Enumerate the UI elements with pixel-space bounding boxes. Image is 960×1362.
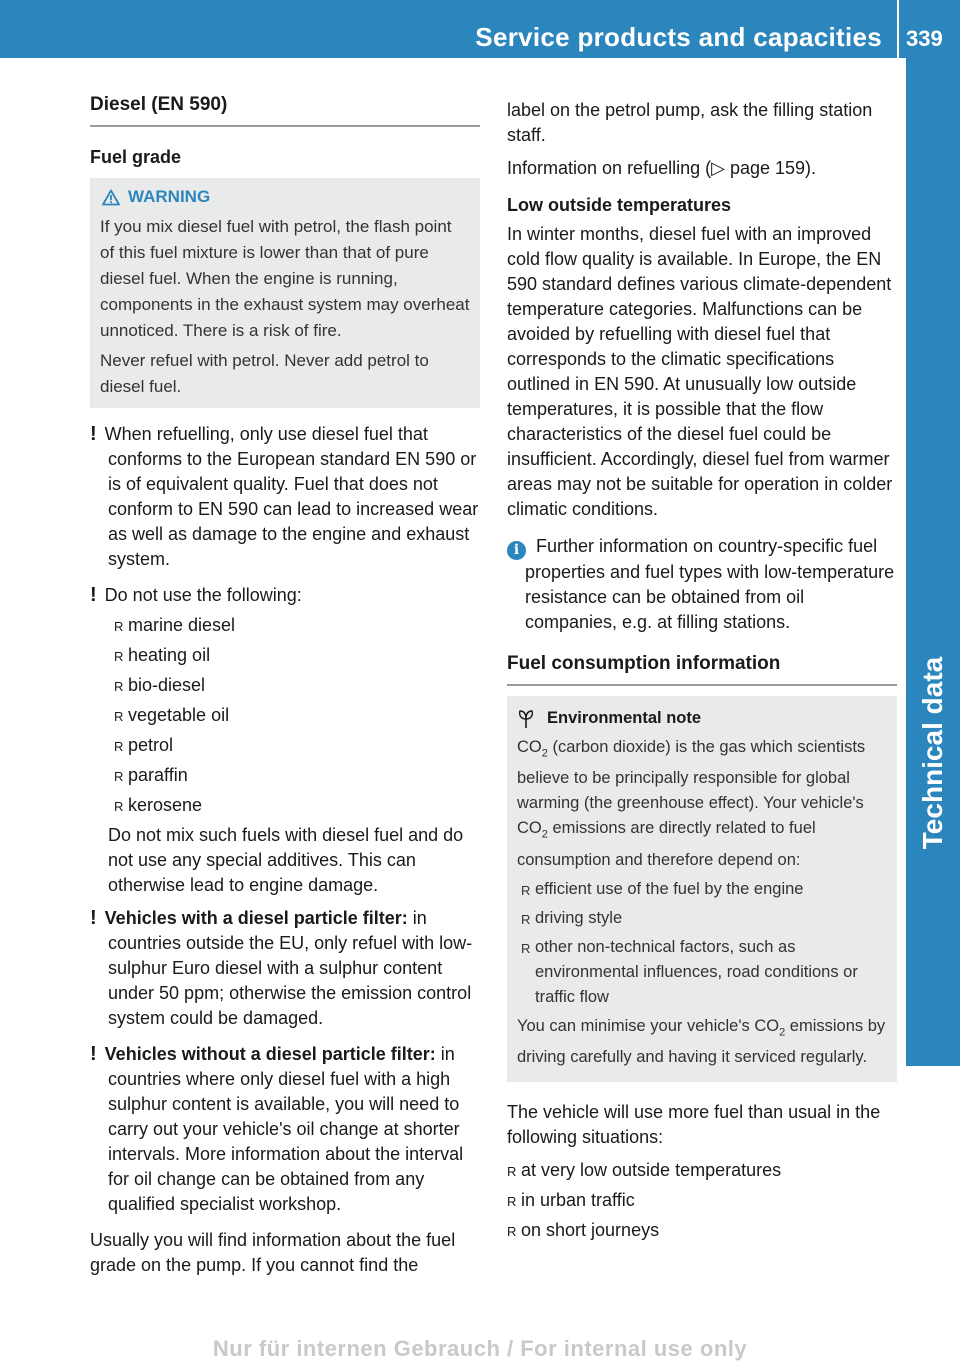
note-bold: Vehicles without a diesel particle filter: (104, 1044, 436, 1064)
low-temp-heading: Low outside temperatures (507, 195, 732, 215)
note-text: When refuelling, only use diesel fuel that conforms to the European standard EN 590 or is of equivalent quality. Fuel that does not conform to EN 590 can lead to increased wear as well as damage to the engine and exhaust system. (104, 424, 479, 569)
refuelling-reference: Information on refuelling (▷ page 159). (507, 158, 817, 178)
note-refuelling (90, 422, 480, 572)
env-factors-list (517, 877, 887, 1010)
list-item: R other non-technical factors, such as environmental influences, road conditions or traffic flow (521, 935, 887, 1010)
list-item: R paraffin (114, 763, 480, 788)
list-item: R bio-diesel (114, 673, 480, 698)
note-bold: Vehicles with a diesel particle filter: (104, 908, 408, 928)
note-no-particle-filter (90, 1042, 480, 1217)
list-item: R efficient use of the fuel by the engine (521, 877, 887, 902)
environmental-note-box (507, 696, 897, 1082)
note-text: Do not use the following: (104, 585, 302, 605)
continued-paragraph: label on the petrol pump, ask the filling station staff. (507, 100, 873, 145)
exclamation-icon: ! (90, 907, 97, 929)
left-column (90, 92, 480, 1286)
info-icon: i (507, 541, 526, 560)
warning-box (90, 178, 480, 408)
note-text: in countries where only diesel fuel with a high sulphur content is available, you will need to carry out your vehicle's oil change at shorter intervals. More information about the interval for oil change can be obtained from any qualified specialist workshop. (108, 1044, 464, 1214)
list-item: R marine diesel (114, 613, 480, 638)
more-fuel-intro: The vehicle will use more fuel than usual in the following situations: (507, 1101, 881, 1147)
list-item: R heating oil (114, 643, 480, 668)
list-item: R vegetable oil (114, 703, 480, 728)
more-fuel-list (507, 1158, 897, 1243)
right-column (507, 98, 897, 1248)
list-item: R kerosene (114, 793, 480, 818)
warning-text-2: Never refuel with petrol. Never add petrol to diesel fuel. (100, 351, 429, 396)
chapter-title: Service products and capacities (475, 22, 882, 52)
fuel-consumption-title: Fuel consumption information (507, 651, 897, 686)
page-number: 339 (906, 26, 943, 51)
page-header-bar (0, 0, 960, 58)
section-title: Diesel (EN 590) (90, 92, 480, 127)
list-item: R on short journeys (507, 1218, 897, 1243)
fuel-grade-heading: Fuel grade (90, 147, 182, 167)
list-item: R driving style (521, 906, 887, 931)
prohibited-fuels-list (90, 613, 480, 818)
note-text: in countries outside the EU, only refuel with low-sulphur Euro diesel with a sulphur content under 50 ppm; otherwise the emission control system could be damaged. (108, 908, 473, 1028)
environmental-note-label: Environmental note (547, 709, 702, 727)
fuel-grade-paragraph: Usually you will find information about the fuel grade on the pump. If you cannot find the (90, 1230, 456, 1275)
note-do-not-use (90, 583, 480, 608)
note-particle-filter (90, 906, 480, 1031)
watermark: Nur für internen Gebrauch / For internal use only (212, 1336, 748, 1361)
warning-triangle-icon (102, 189, 120, 206)
exclamation-icon: ! (90, 423, 97, 445)
header-divider (897, 0, 899, 58)
exclamation-icon: ! (90, 1043, 97, 1065)
plant-icon (517, 709, 535, 729)
info-note (507, 534, 897, 635)
warning-label: WARNING (128, 187, 211, 206)
list-item: R petrol (114, 733, 480, 758)
list-item: R in urban traffic (507, 1188, 897, 1213)
side-thumb-tab (906, 58, 960, 1066)
warning-text-1: If you mix diesel fuel with petrol, the flash point of this fuel mixture is lower than that of pure diesel fuel. When the engine is running, components in the exhaust system may overheat unnoticed. There is a risk of fire. (100, 217, 470, 340)
env-text-2: You can minimise your vehicle's $CO_2$ emissions by driving carefully and having it serviced regularly. (517, 1016, 886, 1066)
side-tab-label: Technical data (917, 656, 948, 850)
env-text-1: $CO_2$ (carbon dioxide) is the gas which scientists believe to be principally responsible for global warming (the greenhouse effect). Your vehicle's $CO_2$ emissions are directly related to fuel consumption and therefore depend on: (517, 738, 866, 869)
low-temp-text: In winter months, diesel fuel with an improved cold flow quality is available. In Europe, the EN 590 standard defines various climate-dependent temperature categories. Malfunctions can be avoided by refuelling with diesel fuel that corresponds to the climatic specifications outlined in EN 590. At unusually low outside temperatures, it is possible that the flow characteristics of the diesel fuel could be insufficient. Accordingly, diesel fuel from warmer areas may not be suitable for operation in colder climatic conditions. (507, 224, 893, 519)
note-additives-text: Do not mix such fuels with diesel fuel and do not use any special additives. This can otherwise lead to engine damage. (108, 825, 464, 895)
info-text: Further information on country-specific fuel properties and fuel types with low-temperature resistance can be obtained from oil companies, e.g. at filling stations. (525, 536, 895, 632)
list-item: R at very low outside temperatures (507, 1158, 897, 1183)
exclamation-icon: ! (90, 584, 97, 606)
